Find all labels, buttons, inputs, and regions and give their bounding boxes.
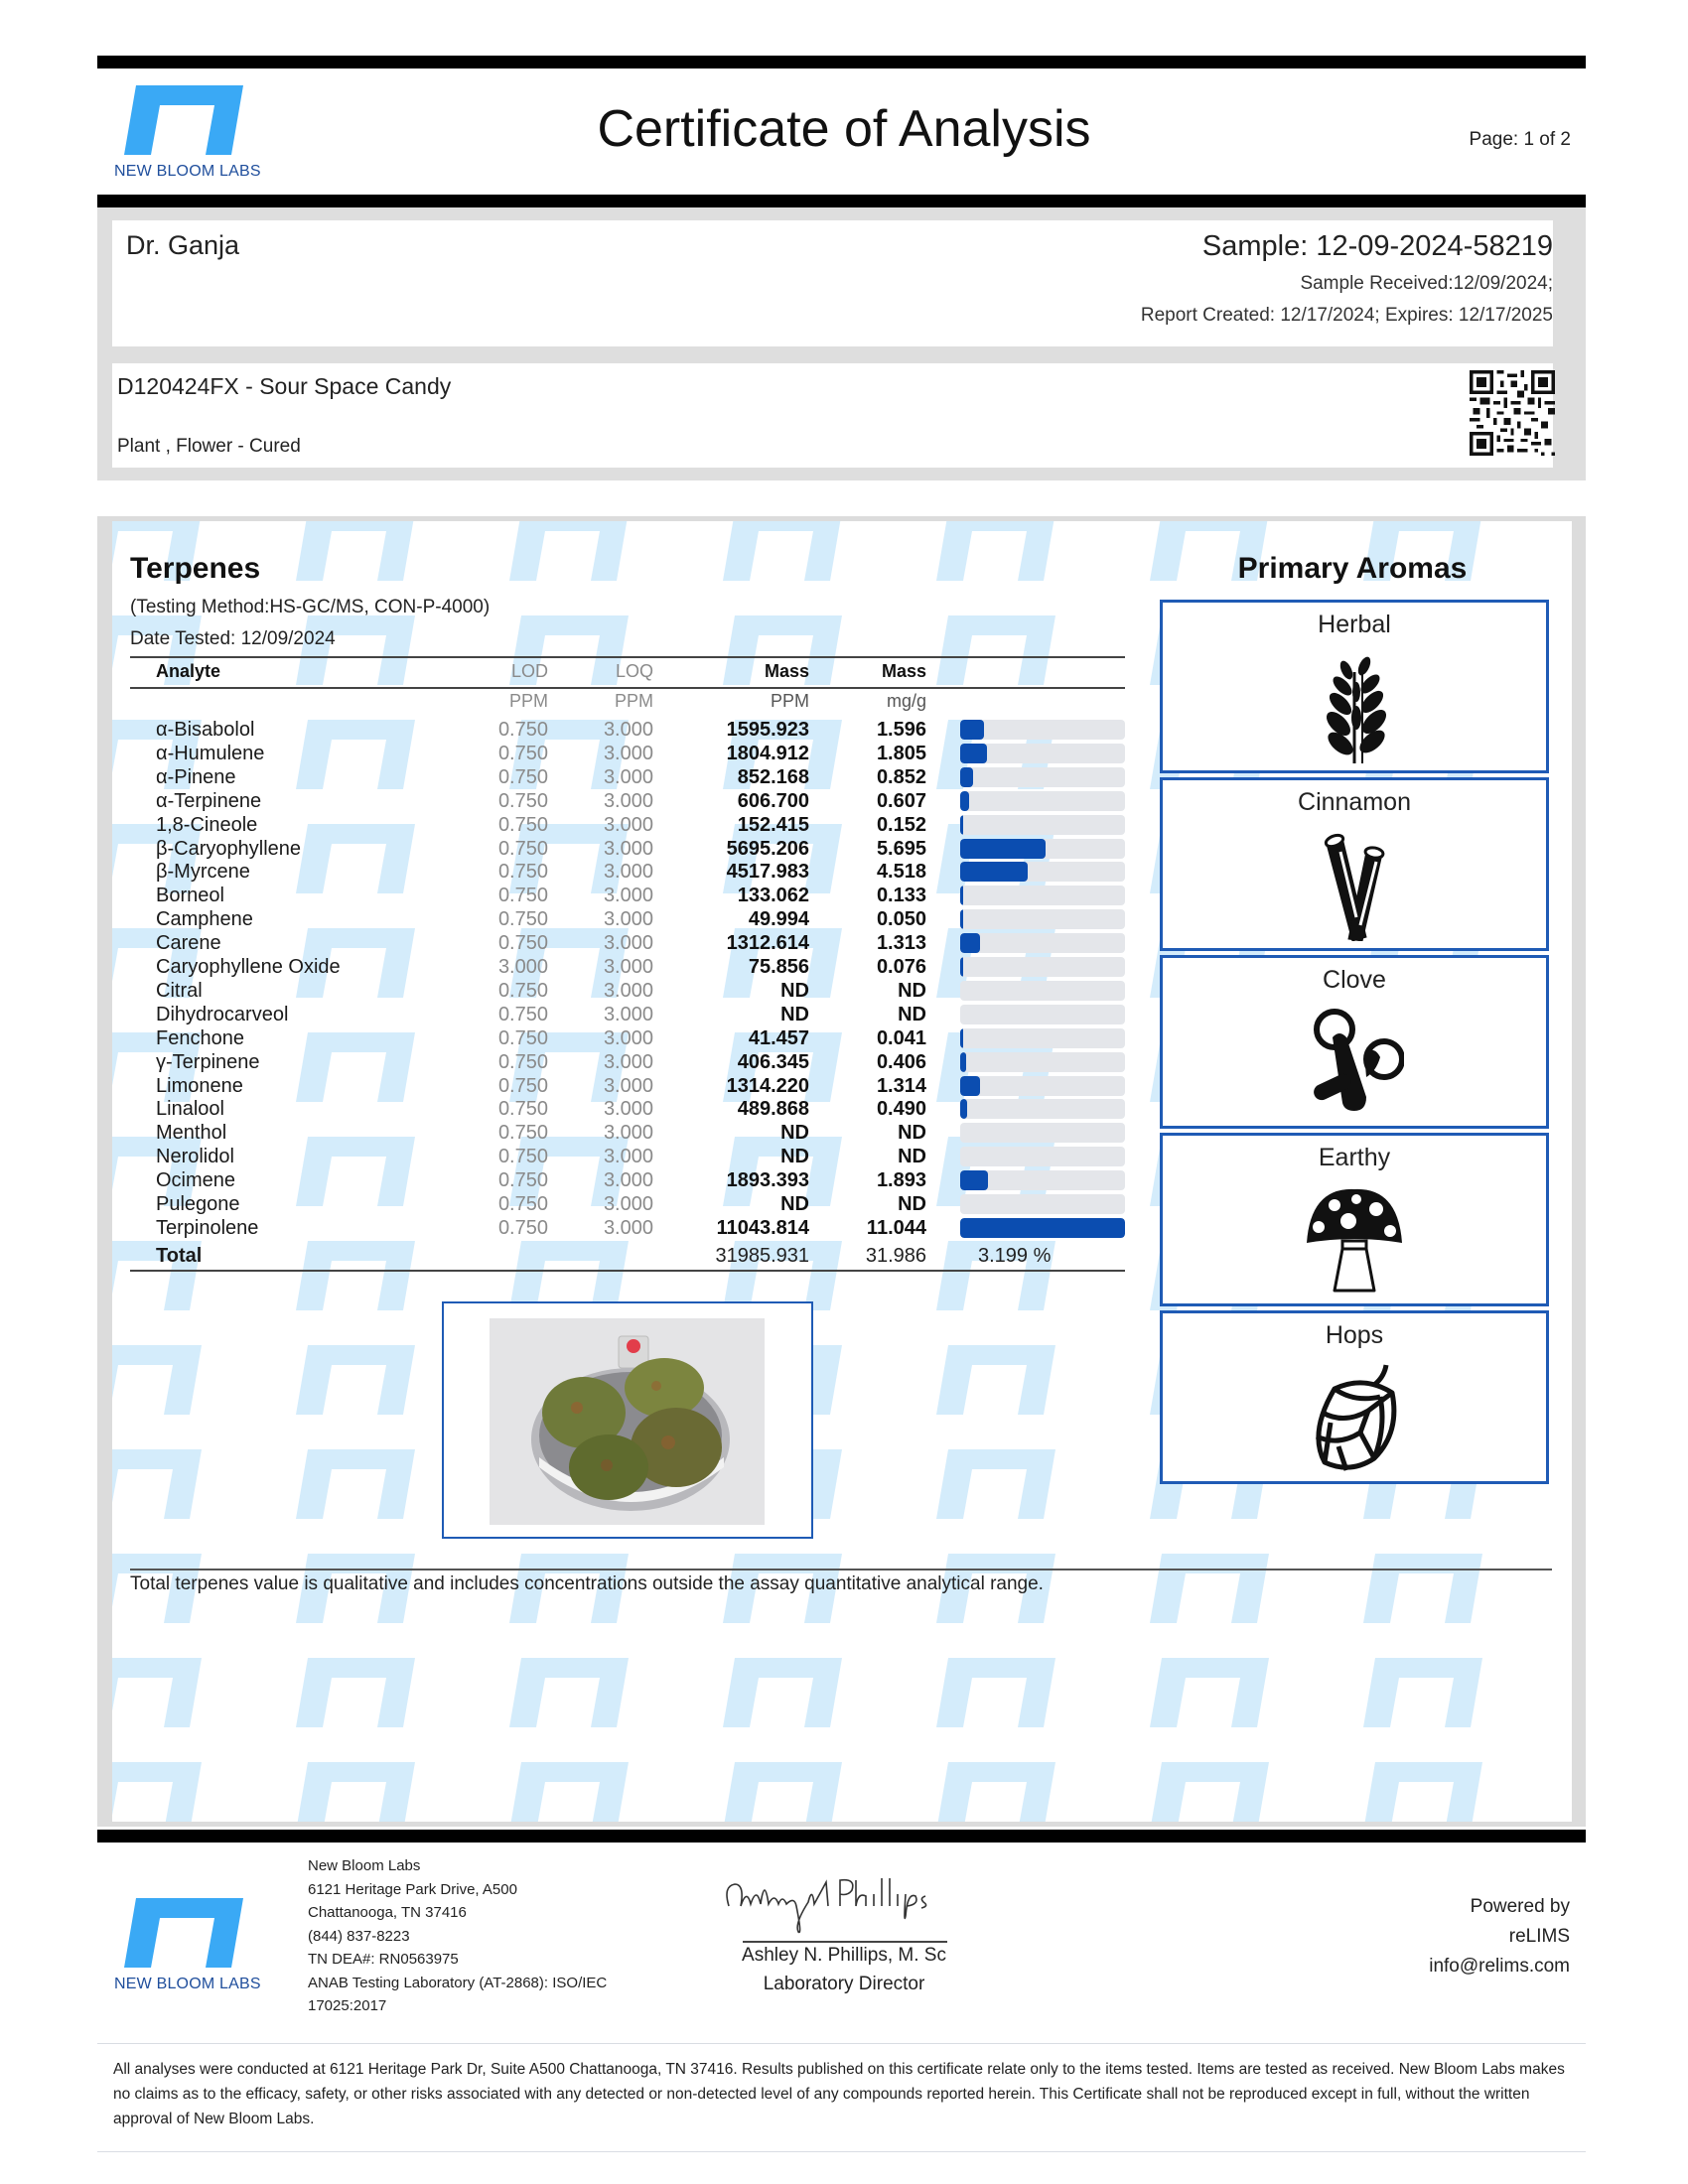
aroma-card-clove xyxy=(1160,955,1549,1129)
watermark-logo-mark xyxy=(723,521,842,581)
loq-value: 3.000 xyxy=(603,1146,653,1168)
mass-ppm: 133.062 xyxy=(737,885,809,907)
concentration-bar-fill xyxy=(960,1099,967,1119)
mass-mg-g: 0.406 xyxy=(876,1050,926,1073)
analyte-name: Camphene xyxy=(156,908,253,931)
client-name: Dr. Ganja xyxy=(126,230,240,260)
testing-method: (Testing Method:HS-GC/MS, CON-P-4000) xyxy=(130,597,491,617)
page-number: Page: 1 of 2 xyxy=(1469,129,1571,150)
total-label: Total xyxy=(156,1245,203,1267)
mass-ppm: 75.856 xyxy=(748,956,809,978)
unit-loq: PPM xyxy=(614,691,653,711)
lab-address xyxy=(308,1854,607,2018)
sample-photo xyxy=(490,1318,765,1525)
address-line: 6121 Heritage Park Drive, A500 xyxy=(308,1880,517,1898)
mass-ppm: ND xyxy=(780,979,809,1002)
lod-value: 0.750 xyxy=(497,1098,548,1121)
date-tested: Date Tested: 12/09/2024 xyxy=(130,628,336,649)
analyte-name: Carene xyxy=(156,932,221,955)
mass-ppm: ND xyxy=(780,1122,809,1145)
concentration-bar-track xyxy=(960,886,1125,905)
table-header-rule xyxy=(130,687,1125,689)
analyte-name: Limonene xyxy=(156,1074,243,1097)
disclaimer-bottom-rule xyxy=(97,2151,1586,2152)
mass-mg-g: 0.852 xyxy=(876,765,926,788)
col-header-mass-mg: Mass xyxy=(881,661,926,681)
analyte-name: Linalool xyxy=(156,1098,224,1121)
lod-value: 3.000 xyxy=(497,956,548,978)
concentration-bar-track xyxy=(960,1170,1125,1190)
concentration-bar-track xyxy=(960,933,1125,953)
aroma-label: Clove xyxy=(1323,966,1386,994)
mass-ppm: 606.700 xyxy=(737,789,809,812)
concentration-bar-track xyxy=(960,957,1125,977)
watermark-logo-mark xyxy=(723,1762,842,1822)
col-header-loq: LOQ xyxy=(615,661,653,681)
logo-mark-icon xyxy=(114,85,253,155)
mass-mg-g: 0.607 xyxy=(876,789,926,812)
analyte-name: α-Humulene xyxy=(156,742,265,764)
aroma-card-herbal xyxy=(1160,600,1549,773)
lod-value: 0.750 xyxy=(497,1122,548,1145)
signature-image xyxy=(717,1866,975,1936)
mass-ppm: 11043.814 xyxy=(716,1216,809,1239)
concentration-bar-fill xyxy=(960,1218,1125,1238)
mass-mg-g: 0.041 xyxy=(876,1026,926,1049)
concentration-bar-track xyxy=(960,791,1125,811)
concentration-bar-track xyxy=(960,1099,1125,1119)
concentration-bar-track xyxy=(960,815,1125,835)
concentration-bar-fill xyxy=(960,767,973,787)
concentration-bar-track xyxy=(960,744,1125,763)
analyte-name: Citral xyxy=(156,979,203,1002)
signature-rule xyxy=(743,1941,947,1943)
mass-ppm: 1314.220 xyxy=(726,1074,809,1097)
loq-value: 3.000 xyxy=(603,908,653,931)
analyte-name: γ-Terpinene xyxy=(156,1050,260,1073)
table-top-rule xyxy=(130,656,1125,658)
lod-value: 0.750 xyxy=(497,1003,548,1025)
watermark-logo-mark xyxy=(296,1658,415,1727)
lod-value: 0.750 xyxy=(497,1193,548,1215)
logo-text: NEW BLOOM LABS xyxy=(114,163,261,180)
concentration-bar-fill xyxy=(960,1028,963,1048)
hop-cone-icon xyxy=(1305,1363,1404,1474)
concentration-bar-track xyxy=(960,981,1125,1001)
loq-value: 3.000 xyxy=(603,1050,653,1073)
watermark-logo-mark xyxy=(1363,1762,1482,1822)
loq-value: 3.000 xyxy=(603,1169,653,1192)
watermark-logo-mark xyxy=(1150,1658,1269,1727)
analyte-name: Borneol xyxy=(156,885,224,907)
note-rule xyxy=(130,1569,1552,1570)
mass-ppm: 4517.983 xyxy=(726,861,809,884)
mushroom-icon xyxy=(1305,1185,1404,1297)
total-mg: 31.986 xyxy=(865,1245,926,1267)
aroma-label: Hops xyxy=(1325,1321,1384,1349)
lod-value: 0.750 xyxy=(497,885,548,907)
mass-ppm: 1595.923 xyxy=(726,719,809,741)
lod-value: 0.750 xyxy=(497,1050,548,1073)
signer-role: Laboratory Director xyxy=(763,1974,925,1994)
mass-ppm: 1804.912 xyxy=(726,742,809,764)
concentration-bar-fill xyxy=(960,933,980,953)
watermark-logo-mark xyxy=(112,1345,202,1415)
watermark-logo-mark xyxy=(296,615,415,685)
lod-value: 0.750 xyxy=(497,908,548,931)
watermark-logo-mark xyxy=(112,1658,202,1727)
watermark-logo-mark xyxy=(509,521,629,581)
loq-value: 3.000 xyxy=(603,932,653,955)
loq-value: 3.000 xyxy=(603,861,653,884)
herb-sprig-icon xyxy=(1305,652,1404,763)
header-top-rule xyxy=(97,56,1586,68)
disclaimer: All analyses were conducted at 6121 Heritage Park Dr, Suite A500 Chattanooga, TN 37416. Results published on this certificate relate only to the items tested. Items are tested as received. New Bloom Labs makes no claims as to the efficacy, safety, or other risks associated with any detected or non-detected level of any compounds reported herein. This Certificate shall not be reproduced except in full, without the written approval of New Bloom Labs. xyxy=(113,2061,1565,2127)
mass-ppm: 406.345 xyxy=(737,1050,809,1073)
concentration-bar-track xyxy=(960,839,1125,859)
mass-mg-g: 0.076 xyxy=(876,956,926,978)
analyte-name: Dihydrocarveol xyxy=(156,1003,289,1025)
total-note: Total terpenes value is qualitative and includes concentrations outside the assay quantitative analytical range. xyxy=(130,1573,1044,1594)
loq-value: 3.000 xyxy=(603,789,653,812)
mass-ppm: 49.994 xyxy=(748,908,809,931)
mass-mg-g: 0.490 xyxy=(876,1098,926,1121)
watermark-logo-mark xyxy=(723,1658,842,1727)
concentration-bar-track xyxy=(960,1076,1125,1096)
address-line: Chattanooga, TN 37416 xyxy=(308,1904,467,1921)
lod-value: 0.750 xyxy=(497,789,548,812)
lod-value: 0.750 xyxy=(497,742,548,764)
clove-icon xyxy=(1305,1008,1404,1119)
mass-mg-g: 11.044 xyxy=(866,1216,926,1239)
concentration-bar-track xyxy=(960,767,1125,787)
concentration-bar-fill xyxy=(960,957,963,977)
lod-value: 0.750 xyxy=(497,837,548,860)
watermark-logo-mark xyxy=(112,1449,202,1519)
watermark-logo-mark xyxy=(296,521,415,581)
analyte-name: α-Bisabolol xyxy=(156,719,255,741)
watermark-logo-mark xyxy=(509,1762,629,1822)
analyte-name: Pulegone xyxy=(156,1193,240,1215)
mass-ppm: ND xyxy=(780,1146,809,1168)
concentration-bar-fill xyxy=(960,1076,980,1096)
header-logo xyxy=(114,85,261,181)
analyte-name: Menthol xyxy=(156,1122,227,1145)
powered-by: Powered by xyxy=(1470,1896,1570,1917)
analyte-name: β-Caryophyllene xyxy=(156,837,302,860)
lod-value: 0.750 xyxy=(497,719,548,741)
lod-value: 0.750 xyxy=(497,1146,548,1168)
mass-mg-g: 1.805 xyxy=(876,742,926,764)
lod-value: 0.750 xyxy=(497,861,548,884)
total-ppm: 31985.931 xyxy=(715,1245,809,1267)
mass-mg-g: 0.050 xyxy=(876,908,926,931)
concentration-bar-fill xyxy=(960,744,987,763)
concentration-bar-fill xyxy=(960,909,963,929)
mass-mg-g: ND xyxy=(898,1146,926,1168)
watermark-logo-mark xyxy=(936,1762,1055,1822)
mass-ppm: ND xyxy=(780,1003,809,1025)
lod-value: 0.750 xyxy=(497,1074,548,1097)
mass-mg-g: 1.313 xyxy=(876,932,926,955)
watermark-logo-mark xyxy=(1150,1762,1269,1822)
watermark-logo-mark xyxy=(936,1658,1055,1727)
concentration-bar-track xyxy=(960,1028,1125,1048)
concentration-bar-fill xyxy=(960,791,969,811)
mass-mg-g: ND xyxy=(898,979,926,1002)
concentration-bar-track xyxy=(960,1052,1125,1072)
concentration-bar-fill xyxy=(960,886,963,905)
loq-value: 3.000 xyxy=(603,1193,653,1215)
disclaimer-top-rule xyxy=(97,2043,1586,2044)
loq-value: 3.000 xyxy=(603,1216,653,1239)
watermark-logo-mark xyxy=(936,615,1055,685)
analyte-name: 1,8-Cineole xyxy=(156,813,258,836)
sample-received: Sample Received:12/09/2024; xyxy=(1300,273,1553,294)
analyte-name: Fenchone xyxy=(156,1026,244,1049)
sample-photo-frame xyxy=(442,1301,813,1539)
mass-ppm: 489.868 xyxy=(737,1098,809,1121)
loq-value: 3.000 xyxy=(603,979,653,1002)
watermark-logo-mark xyxy=(936,1345,1055,1415)
lod-value: 0.750 xyxy=(497,1169,548,1192)
watermark-logo-mark xyxy=(509,1658,629,1727)
loq-value: 3.000 xyxy=(603,813,653,836)
concentration-bar-track xyxy=(960,1218,1125,1238)
mass-mg-g: ND xyxy=(898,1003,926,1025)
logo-mark-icon xyxy=(114,1898,253,1968)
concentration-bar-track xyxy=(960,1147,1125,1166)
mass-mg-g: 1.596 xyxy=(876,719,926,741)
header-bottom-rule xyxy=(97,195,1586,207)
unit-lod: PPM xyxy=(508,691,548,711)
lod-value: 0.750 xyxy=(497,813,548,836)
mass-ppm: 1312.614 xyxy=(726,932,809,955)
concentration-bar-fill xyxy=(960,862,1028,882)
analyte-name: α-Terpinene xyxy=(156,789,262,812)
loq-value: 3.000 xyxy=(603,1003,653,1025)
loq-value: 3.000 xyxy=(603,1026,653,1049)
powered-by-vendor: reLIMS xyxy=(1508,1926,1570,1947)
signer-name: Ashley N. Phillips, M. Sc xyxy=(742,1945,946,1966)
col-header-mass-ppm: Mass xyxy=(764,661,809,681)
loq-value: 3.000 xyxy=(603,719,653,741)
loq-value: 3.000 xyxy=(603,885,653,907)
concentration-bar-fill xyxy=(960,839,1046,859)
cinnamon-sticks-icon xyxy=(1305,830,1404,941)
aroma-card-earthy xyxy=(1160,1133,1549,1306)
mass-ppm: 41.457 xyxy=(748,1026,809,1049)
vendor-email: info@relims.com xyxy=(1429,1956,1570,1977)
mass-ppm: 152.415 xyxy=(737,813,809,836)
concentration-bar-track xyxy=(960,909,1125,929)
address-line: 17025:2017 xyxy=(308,1997,387,2014)
mass-ppm: 852.168 xyxy=(737,765,809,788)
concentration-bar-track xyxy=(960,1005,1125,1024)
mass-mg-g: 4.518 xyxy=(876,861,926,884)
concentration-bar-fill xyxy=(960,720,984,740)
analyte-name: Terpinolene xyxy=(156,1216,259,1239)
concentration-bar-fill xyxy=(960,815,963,835)
lod-value: 0.750 xyxy=(497,1026,548,1049)
mass-mg-g: 0.152 xyxy=(876,813,926,836)
product-matrix: Plant , Flower - Cured xyxy=(117,436,301,457)
lod-value: 0.750 xyxy=(497,932,548,955)
address-line: (844) 837-8223 xyxy=(308,1927,410,1945)
analyte-name: Nerolidol xyxy=(156,1146,234,1168)
qr-code-icon xyxy=(1470,370,1555,456)
analyte-name: Caryophyllene Oxide xyxy=(156,956,341,978)
col-header-lod: LOD xyxy=(510,661,548,681)
address-line: TN DEA#: RN0563975 xyxy=(308,1951,459,1968)
lod-value: 0.750 xyxy=(497,1216,548,1239)
total-percent: 3.199 % xyxy=(978,1245,1052,1267)
analyte-name: Ocimene xyxy=(156,1169,236,1192)
mass-ppm: ND xyxy=(780,1193,809,1215)
mass-ppm: 5695.206 xyxy=(726,837,809,860)
page-title: Certificate of Analysis xyxy=(597,100,1091,158)
mass-mg-g: ND xyxy=(898,1122,926,1145)
analyte-name: α-Pinene xyxy=(156,765,236,788)
flower-sample-image xyxy=(490,1318,765,1525)
address-line: New Bloom Labs xyxy=(308,1857,421,1874)
sample-id: Sample: 12-09-2024-58219 xyxy=(1201,230,1553,262)
aroma-card-hops xyxy=(1160,1310,1549,1484)
watermark-logo-mark xyxy=(1150,1554,1269,1623)
mass-mg-g: 1.893 xyxy=(876,1169,926,1192)
watermark-logo-mark xyxy=(936,521,1055,581)
watermark-logo-mark xyxy=(296,1762,415,1822)
loq-value: 3.000 xyxy=(603,742,653,764)
concentration-bar-track xyxy=(960,1194,1125,1214)
report-dates: Report Created: 12/17/2024; Expires: 12/17/2025 xyxy=(1140,305,1553,326)
mass-mg-g: 0.133 xyxy=(876,885,926,907)
concentration-bar-track xyxy=(960,720,1125,740)
aroma-card-cinnamon xyxy=(1160,777,1549,951)
aroma-label: Herbal xyxy=(1318,611,1391,638)
concentration-bar-fill xyxy=(960,1052,966,1072)
analyte-name: β-Myrcene xyxy=(156,861,250,884)
loq-value: 3.000 xyxy=(603,765,653,788)
concentration-bar-track xyxy=(960,862,1125,882)
footer-rule xyxy=(97,1830,1586,1843)
watermark-logo-mark xyxy=(296,1345,415,1415)
aroma-label: Cinnamon xyxy=(1298,788,1411,816)
unit-mass-ppm: PPM xyxy=(770,691,809,711)
loq-value: 3.000 xyxy=(603,1122,653,1145)
concentration-bar-fill xyxy=(960,1170,988,1190)
concentration-bar-track xyxy=(960,1123,1125,1143)
section-title: Terpenes xyxy=(130,552,261,585)
table-bottom-rule xyxy=(130,1270,1125,1272)
watermark-logo-mark xyxy=(936,1449,1055,1519)
mass-mg-g: ND xyxy=(898,1193,926,1215)
mass-ppm: 1893.393 xyxy=(726,1169,809,1192)
loq-value: 3.000 xyxy=(603,1074,653,1097)
loq-value: 3.000 xyxy=(603,1098,653,1121)
mass-mg-g: 1.314 xyxy=(876,1074,926,1097)
watermark-logo-mark xyxy=(1363,1658,1482,1727)
watermark-logo-mark xyxy=(1363,1554,1482,1623)
product-name: D120424FX - Sour Space Candy xyxy=(117,373,452,399)
lod-value: 0.750 xyxy=(497,979,548,1002)
mass-mg-g: 5.695 xyxy=(876,837,926,860)
watermark-logo-mark xyxy=(112,1762,202,1822)
logo-text: NEW BLOOM LABS xyxy=(114,1976,261,1992)
address-line: ANAB Testing Laboratory (AT-2868): ISO/IEC xyxy=(308,1974,608,1991)
footer-logo xyxy=(114,1898,261,1993)
watermark-logo-mark xyxy=(296,1449,415,1519)
col-header-analyte: Analyte xyxy=(156,661,221,681)
lod-value: 0.750 xyxy=(497,765,548,788)
aromas-title: Primary Aromas xyxy=(1237,552,1468,585)
loq-value: 3.000 xyxy=(603,956,653,978)
loq-value: 3.000 xyxy=(603,837,653,860)
aroma-label: Earthy xyxy=(1318,1144,1391,1171)
unit-mass-mg: mg/g xyxy=(886,691,926,711)
